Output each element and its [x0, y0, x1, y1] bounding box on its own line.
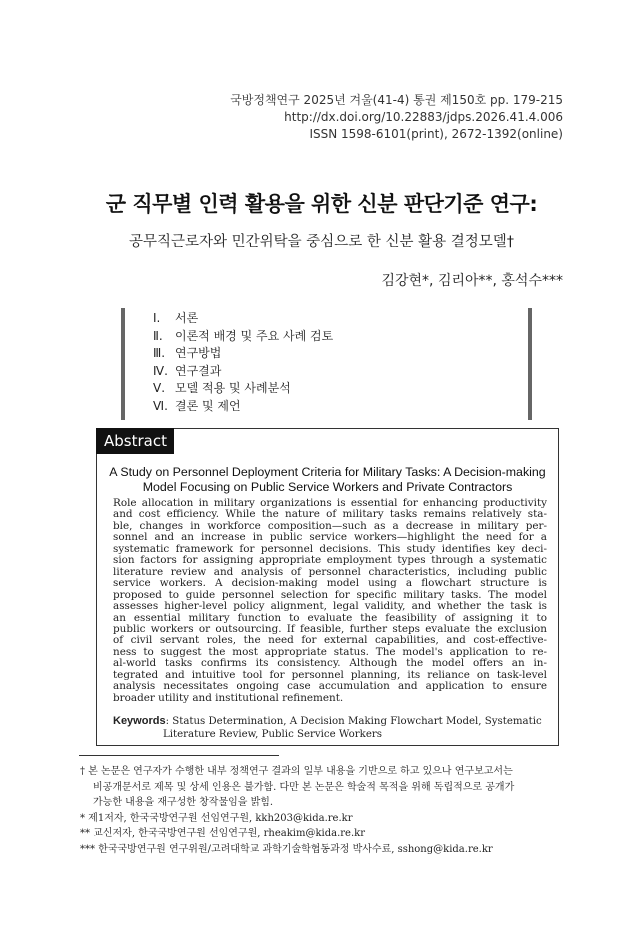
footnote-corresponding-author: ** 교신저자, 한국국방연구원 선임연구원, rheakim@kida.re.kr — [80, 828, 365, 839]
abstract-body — [113, 498, 547, 704]
abstract-line: sonnel and an increase in public service workers—highlight the need for a — [113, 531, 547, 544]
abstract-line: al-world tasks confirms its consistency. Although the model offers an in- — [113, 657, 547, 670]
abstract-line: proposed to guide personnel selection for specific military tasks. The model — [113, 588, 547, 601]
footnote-dagger-cont: 비공개문서로 제목 및 상세 인용은 불가함. 다만 본 논문은 학술적 목적을 위해 독립적으로 공개가 — [93, 781, 515, 793]
footnote-divider — [79, 755, 279, 756]
abstract-line: literature review and analysis of personnel characteristics, including public — [113, 565, 547, 578]
keywords-list: : Status Determination, A Decision Making Flowchart Model, Systematic — [165, 716, 542, 727]
keywords-list-cont: Literature Review, Public Service Workers — [163, 729, 382, 740]
abstract-line: analysis necessitates ongoing case accumulation and application to ensure — [113, 680, 547, 693]
toc-item: Ⅳ. 연구결과 — [153, 363, 222, 378]
keywords — [113, 715, 547, 741]
abstract-line: broader utility and institutional refinement. — [113, 691, 344, 704]
abstract-line: tegrated and intuitive tool for personnel planning, its reliance on task-level — [113, 668, 547, 681]
abstract-line: assesses higher-level policy alignment, legal validity, and whether the task is — [113, 600, 547, 613]
abstract-line: ness to suggest the most appropriate status. The model's application to re- — [113, 645, 547, 658]
toc-item: Ⅵ. 결론 및 제언 — [153, 398, 241, 413]
footnotes — [80, 764, 566, 857]
table-of-contents — [121, 308, 532, 420]
abstract-line: sion factors for assigning appropriate employment types through a systematic — [113, 554, 547, 567]
issn: ISSN 1598-6101(print), 2672-1392(online) — [309, 127, 563, 141]
abstract-line: ble, changes in workforce composition—such as a decrease in military per- — [113, 519, 547, 532]
journal-meta — [230, 92, 563, 143]
abstract-line: of civil servant roles, the need for external capabilities, and cost-effective- — [113, 634, 547, 647]
footnote-first-author: * 제1저자, 한국국방연구원 선임연구원, kkh203@kida.re.kr — [80, 812, 353, 824]
abstract-line: Role allocation in military organizations is essential for enhancing productivity — [113, 497, 547, 509]
authors: 김강현*, 김리아**, 홍석수*** — [381, 273, 563, 289]
keywords-label: Keywords — [113, 715, 166, 727]
paper-subtitle: 공무직근로자와 민간위탁을 중심으로 한 신분 활용 결정모델† — [128, 234, 515, 250]
abstract-line: systematic framework for personnel decisions. This study identifies key deci- — [113, 542, 547, 555]
paper-title: 군 직무별 인력 활용을 위한 신분 판단기준 연구: — [105, 192, 538, 216]
toc-item: Ⅲ. 연구방법 — [153, 346, 222, 361]
footnote-third-author: *** 한국국방연구원 연구위원/고려대학교 과학기술학협동과정 박사수료, sshong@kida.re.kr — [80, 843, 493, 855]
toc-item: Ⅴ. 모델 적용 및 사례분석 — [153, 381, 291, 396]
abstract-box — [96, 428, 559, 746]
toc-item: Ⅱ. 이론적 배경 및 주요 사례 검토 — [153, 328, 334, 343]
abstract-line: service workers. A decision-making model using a flowchart structure is — [113, 577, 547, 590]
abstract-line: an essential military function to evaluate the feasibility of assigning it to — [113, 611, 547, 624]
footnote-dagger-cont: 가능한 내용을 재구성한 창작물임을 밝힘. — [93, 797, 274, 808]
abstract-line: and cost efficiency. While the nature of military tasks remains relatively sta- — [113, 508, 547, 521]
abstract-line: public workers or outsourcing. If feasible, further steps evaluate the exclusion — [113, 622, 547, 635]
journal-citation: 국방정책연구 2025년 겨울(41-4) 통권 제150호 pp. 179-215 — [230, 93, 563, 107]
abstract-english-title: A Study on Personnel Deployment Criteria for Military Tasks: A Decision-making Model Focusing on Public Service Workers and Private Contractors — [109, 465, 546, 494]
toc-item: Ⅰ. 서론 — [153, 311, 199, 325]
doi-link[interactable]: http://dx.doi.org/10.22883/jdps.2026.41.4.006 — [284, 110, 563, 124]
abstract-heading: Abstract — [96, 428, 174, 454]
footnote-dagger: † 본 논문은 연구자가 수행한 내부 정책연구 결과의 일부 내용을 기반으로 하고 있으나 연구보고서는 — [80, 766, 513, 777]
